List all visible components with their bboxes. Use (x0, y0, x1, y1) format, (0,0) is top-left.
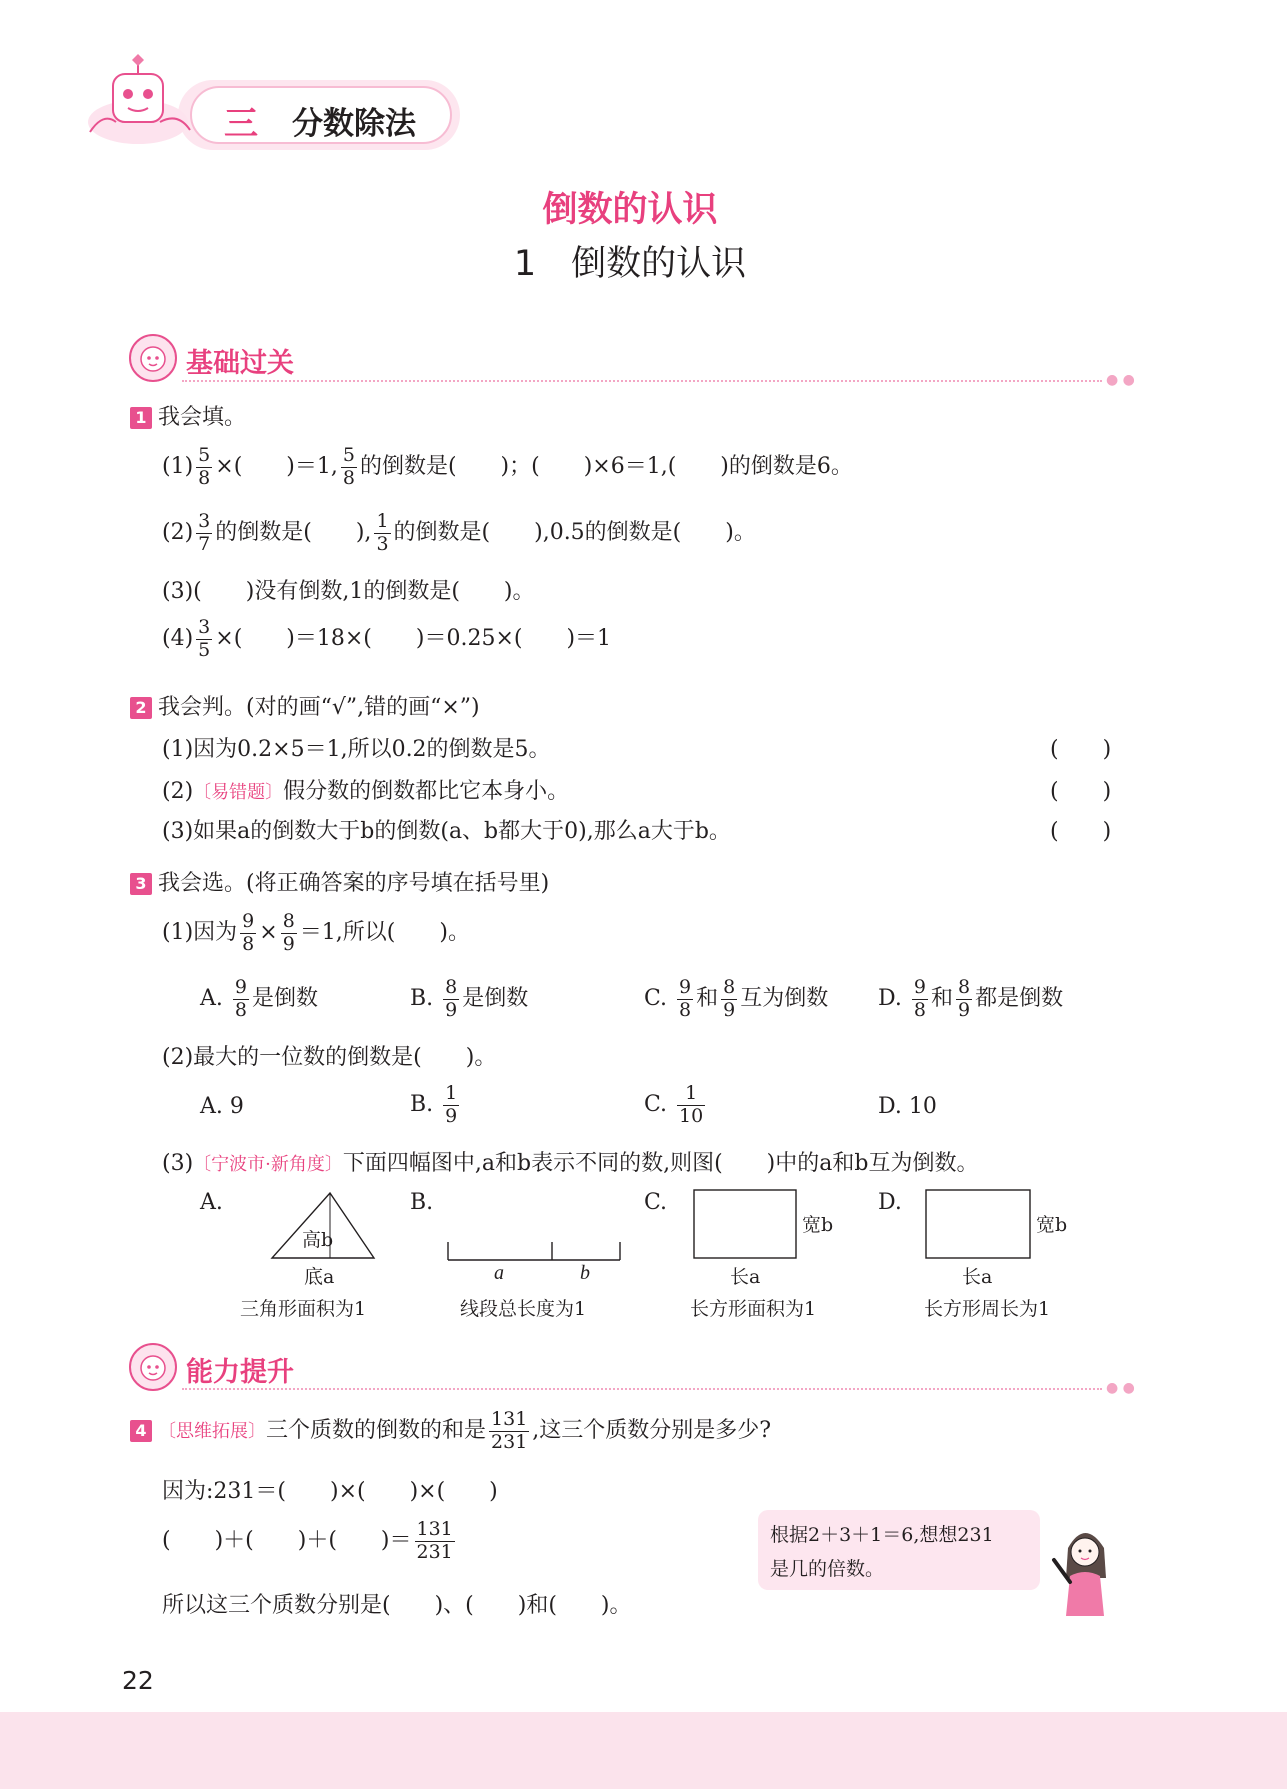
fraction: $\frac{8}{9}$ (445, 975, 458, 1021)
fraction: $\frac{3}{5}$ (198, 615, 211, 661)
hint-text-line1: 根据2＋3＋1＝6,想想231 (770, 1524, 994, 1546)
q3-sub3: (3)〔宁波市·新角度〕下面四幅图中,a和b表示不同的数,则图( )中的a和b互为倒数。 (162, 1151, 979, 1176)
q2-line1: (1)因为0.2×5＝1,所以0.2的倒数是5。 (162, 737, 551, 762)
fraction: $\frac{9}{8}$ (679, 975, 692, 1021)
fig-c-length: 长a (730, 1266, 761, 1288)
q3-s2-option-c[interactable]: C. $\frac{1}{10}$ (644, 1081, 704, 1127)
robot-mascot-icon (78, 52, 198, 152)
q1-line2: (2) $\frac{3}{7}$ 的倒数是( ), $\frac{1}{3}$ 的倒数是( ),0.5的倒数是( )。 (162, 509, 756, 555)
q3-s2-option-a[interactable]: A. 9 (200, 1094, 244, 1119)
part1-divider-dots: ● ● (1106, 372, 1135, 388)
region-tag: 〔宁波市·新角度〕 (193, 1154, 343, 1175)
q3-title: 我会选。(将正确答案的序号填在括号里) (158, 871, 550, 896)
thinking-tag: 〔思维拓展〕 (158, 1421, 266, 1442)
q3-s2-option-d[interactable]: D. 10 (878, 1094, 937, 1119)
fraction: $\frac{9}{8}$ (913, 975, 926, 1021)
fraction: $\frac{9}{8}$ (234, 975, 247, 1021)
part1-divider (182, 380, 1102, 382)
q1-heading (130, 400, 246, 431)
q3-s1-option-c[interactable]: C. $\frac{9}{8}$ 和 $\frac{8}{9}$ 互为倒数 (644, 975, 829, 1021)
q3-sub2: (2)最大的一位数的倒数是( )。 (162, 1045, 497, 1070)
fraction: $\frac{131}{231}$ (416, 1517, 453, 1563)
fig-a-caption: 三角形面积为1 (240, 1298, 367, 1320)
q2-line1-answer[interactable]: ( ) (1050, 737, 1112, 762)
q4-line2: ( )＋( )＋( )＝ $\frac{131}{231}$ (162, 1517, 453, 1563)
q2-title: 我会判。(对的画“√”,错的画“×”) (158, 695, 480, 720)
q1-line4: (4) $\frac{3}{5}$ ×( )＝18×( )＝0.25×( )＝1 (162, 615, 612, 661)
q1-number: 1 (130, 407, 152, 429)
fraction: $\frac{5}{8}$ (198, 443, 211, 489)
fig-d-length: 长a (962, 1266, 993, 1288)
fraction: $\frac{8}{9}$ (282, 909, 295, 955)
q1-line1: (1) $\frac{5}{8}$ ×( )＝1, $\frac{5}{8}$ 的倒数是( )；( )×6＝1,( )的倒数是6。 (162, 443, 853, 489)
q4-number: 4 (130, 1420, 152, 1442)
unit-number: 三 (224, 104, 258, 144)
fraction: $\frac{9}{8}$ (242, 909, 255, 955)
q2-line3-answer[interactable]: ( ) (1050, 819, 1112, 844)
q3-sub1: (1)因为 $\frac{9}{8}$ × $\frac{8}{9}$ ＝1,所以( )。 (162, 909, 470, 955)
q1-title: 我会填。 (158, 405, 247, 430)
q3-s2-option-b[interactable]: B. $\frac{1}{9}$ (410, 1081, 458, 1127)
fig-d-label[interactable]: D. (878, 1190, 902, 1215)
fig-a-height: 高b (302, 1229, 334, 1251)
fig-a-label[interactable]: A. (200, 1190, 223, 1215)
q2-number: 2 (130, 697, 152, 719)
part2-divider-dots: ● ● (1106, 1380, 1135, 1396)
fraction: $\frac{8}{9}$ (723, 975, 736, 1021)
rectangle-c-figure (692, 1188, 798, 1260)
hint-text-line2: 是几的倍数。 (770, 1558, 885, 1580)
unit-title: 分数除法 (292, 106, 416, 142)
fraction: $\frac{1}{9}$ (445, 1081, 458, 1127)
q3-s1-option-a[interactable]: A. $\frac{9}{8}$ 是倒数 (200, 975, 318, 1021)
fig-c-label[interactable]: C. (644, 1190, 668, 1215)
q2-heading (130, 690, 480, 721)
fig-c-width: 宽b (802, 1214, 834, 1236)
q3-heading (130, 866, 549, 897)
part1-title: 基础过关 (186, 348, 294, 379)
fraction: $\frac{8}{9}$ (957, 975, 971, 1021)
fraction: $\frac{5}{8}$ (342, 443, 355, 489)
section-title: 倒数的认识 (542, 190, 718, 230)
fig-c-caption: 长方形面积为1 (690, 1298, 817, 1320)
fraction: $\frac{131}{231}$ (491, 1407, 528, 1453)
page-number: 22 (122, 1666, 154, 1695)
fig-b-label[interactable]: B. (410, 1190, 434, 1215)
boy-avatar-icon (128, 1342, 178, 1392)
q2-line2: (2)〔易错题〕假分数的倒数都比它本身小。 (162, 779, 570, 804)
bottom-band (0, 1712, 1287, 1789)
fig-d-width: 宽b (1036, 1214, 1068, 1236)
part2-divider (182, 1388, 1102, 1390)
lesson-title: 1 倒数的认识 (513, 244, 747, 284)
q2-line2-answer[interactable]: ( ) (1050, 779, 1112, 804)
q3-s1-option-b[interactable]: B. $\frac{8}{9}$ 是倒数 (410, 975, 529, 1021)
part2-title: 能力提升 (186, 1357, 294, 1388)
fig-d-caption: 长方形周长为1 (924, 1298, 1051, 1320)
fig-b-b: b (580, 1262, 590, 1284)
fig-b-a: a (494, 1262, 504, 1284)
teacher-icon (1048, 1518, 1122, 1618)
error-prone-tag: 〔易错题〕 (193, 782, 284, 803)
q3-s1-option-d[interactable]: D. $\frac{9}{8}$ 和 $\frac{8}{9}$ 都是倒数 (878, 975, 1064, 1021)
fraction: $\frac{1}{3}$ (376, 509, 389, 555)
q1-line3: (3)( )没有倒数,1的倒数是( )。 (162, 579, 535, 604)
fig-b-caption: 线段总长度为1 (460, 1298, 587, 1320)
q4-line3: 所以这三个质数分别是( )、( )和( )。 (162, 1593, 632, 1618)
girl-avatar-icon (128, 333, 178, 383)
q4-heading: 4 〔思维拓展〕三个质数的倒数的和是 $\frac{131}{231}$ ,这三个质数分别是多少? (130, 1408, 771, 1455)
rectangle-d-figure (924, 1188, 1032, 1260)
q2-line3: (3)如果a的倒数大于b的倒数(a、b都大于0),那么a大于b。 (162, 819, 731, 844)
segment-figure (446, 1240, 622, 1264)
fig-a-base: 底a (304, 1266, 335, 1288)
fraction: $\frac{3}{7}$ (198, 509, 211, 555)
q4-line1: 因为:231＝( )×( )×( ) (162, 1479, 498, 1504)
q3-number: 3 (130, 873, 152, 895)
fraction: $\frac{1}{10}$ (679, 1081, 704, 1127)
